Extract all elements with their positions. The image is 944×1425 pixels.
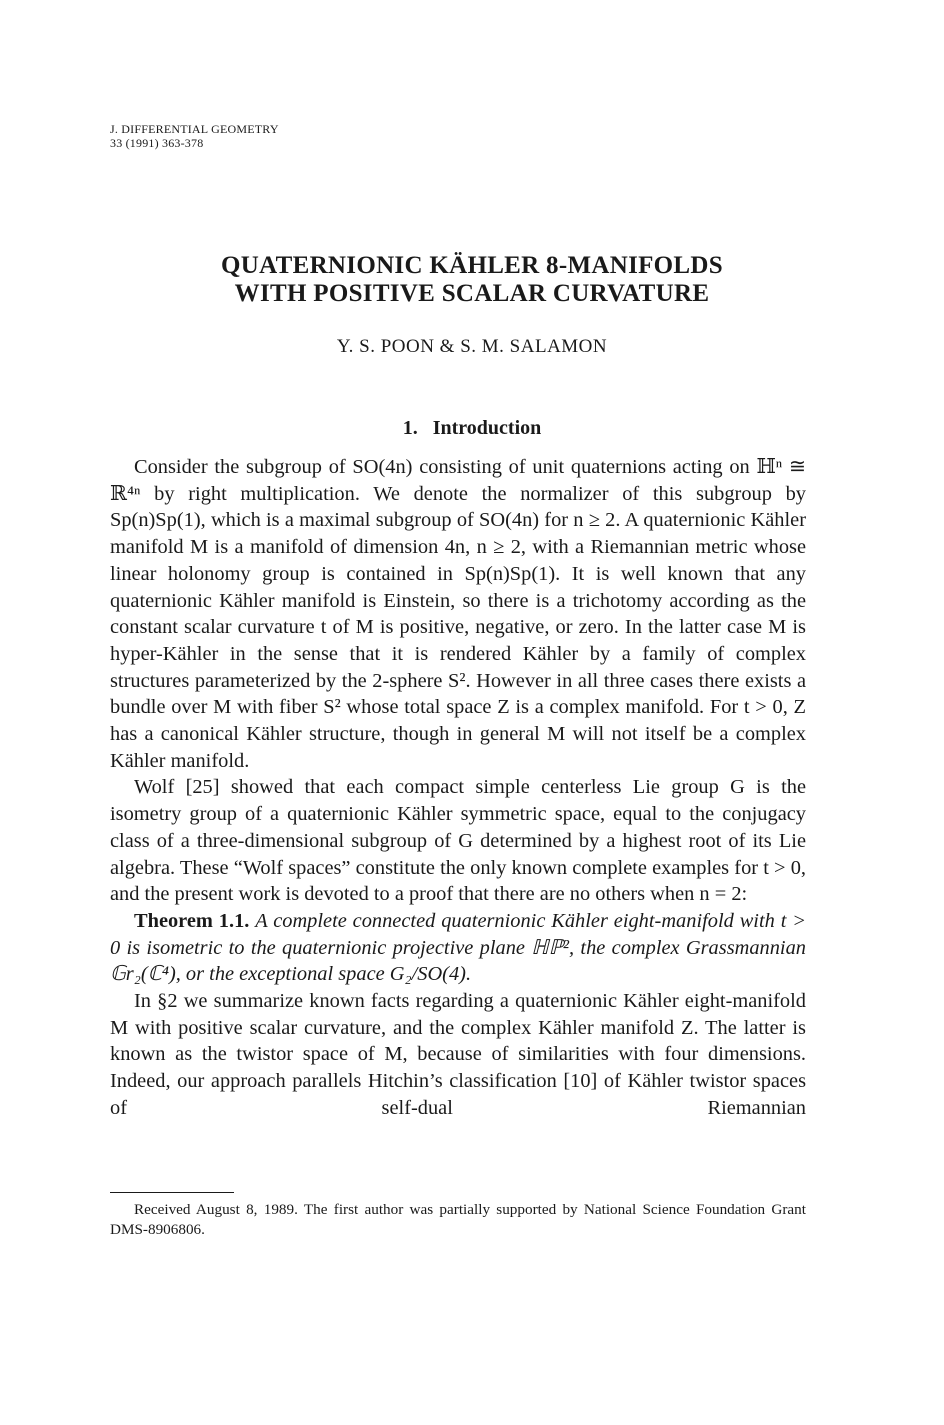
journal-name: J. DIFFERENTIAL GEOMETRY [110,122,279,136]
journal-volume: 33 (1991) 363-378 [110,136,204,150]
title-line-2: WITH POSITIVE SCALAR CURVATURE [234,280,710,307]
paper-title [0,252,944,308]
body-text [110,454,806,1122]
theorem-statement: A complete connected quaternionic Kähler eight-manifold with t > 0 is isometric to the quaternionic projective plane ℍℙ², the complex Grassmannian 𝔾r₂(ℂ⁴), or the exceptional space G₂/SO(4). [110,909,806,986]
section-title: Introduction [432,417,542,439]
theorem-label: Theorem 1.1. [134,909,250,932]
authors: Y. S. POON & S. M. SALAMON [336,336,608,357]
footnote-rule [110,1192,234,1193]
section-number: 1. [402,417,418,439]
paragraph-2: Wolf [25] showed that each compact simple centerless Lie group G is the isometry group of a quaternionic Kähler symmetric space, equal to the conjugacy class of a three-dimensional subgroup of G determined by a highest root of its Lie algebra. These “Wolf spaces” constitute the only known complete examples for t > 0, and the present work is devoted to a proof that there are no others when n = 2: [110,776,806,906]
footnote [110,1200,806,1240]
journal-header [110,122,279,150]
theorem [110,908,806,988]
paragraph-1: Consider the subgroup of SO(4n) consisting of unit quaternions acting on ℍⁿ ≅ ℝ⁴ⁿ by right multiplication. We denote the normalizer of this subgroup by Sp(n)Sp(1), which is a maximal subgroup of SO(4n) for n ≥ 2. A quaternionic Kähler manifold M is a manifold of dimension 4n, n ≥ 2, with a Riemannian metric whose linear holonomy group is contained in Sp(n)Sp(1). It is well known that any quaternionic Kähler manifold is Einstein, so there is a trichotomy according as the constant scalar curvature t of M is positive, negative, or zero. In the latter case M is hyper-Kähler in the sense that it is rendered Kähler by a family of complex structures parameterized by the 2-sphere S². However in all three cases there exists a bundle over M with fiber S² whose total space Z is a complex manifold. For t > 0, Z has a canonical Kähler structure, though in general M will not itself be a complex Kähler manifold. [110,456,806,772]
title-line-1: QUATERNIONIC KÄHLER 8-MANIFOLDS [221,252,723,279]
section-heading [0,417,944,440]
footnote-text: Received August 8, 1989. The first author was partially supported by National Science Foundation Grant DMS-8906806. [110,1201,806,1238]
paragraph-3: In §2 we summarize known facts regarding a quaternionic Kähler eight-manifold M with positive scalar curvature, and the complex Kähler manifold Z. The latter is known as the twistor space of M, because of similarities with four dimensions. Indeed, our approach parallels Hitchin’s classification [10] of Kähler twistor spaces of self-dual Riemannian [110,990,806,1119]
